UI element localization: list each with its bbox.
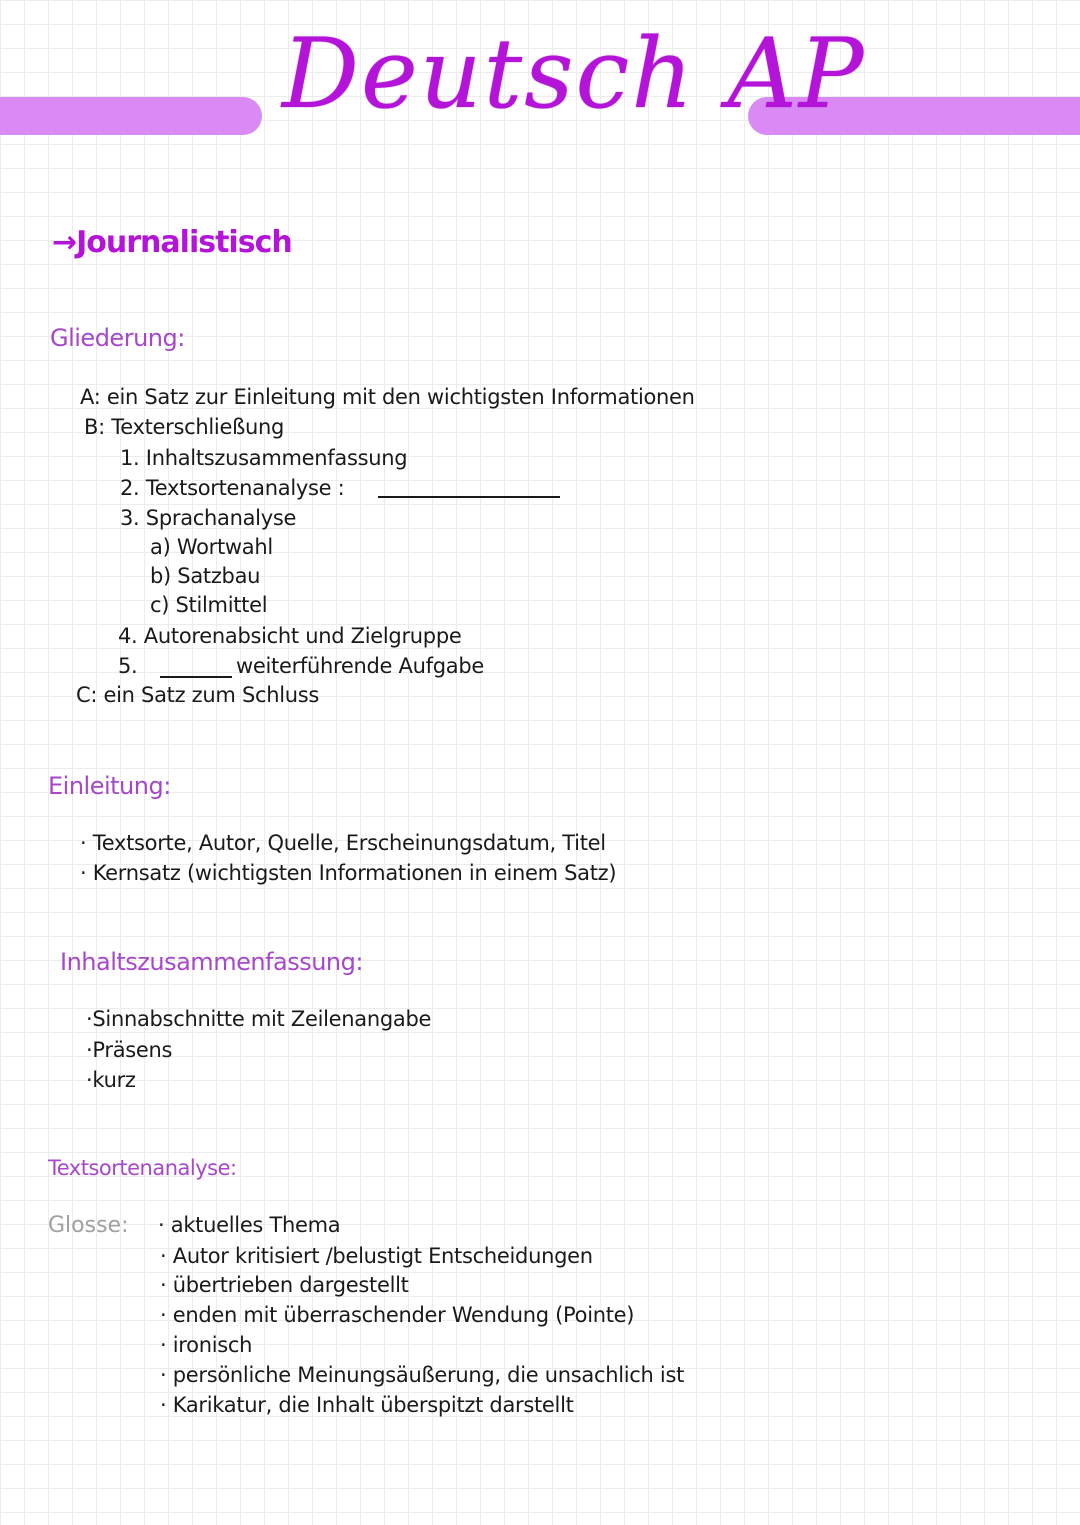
glosse-item: · enden mit überraschender Wendung (Pointe)	[160, 1303, 635, 1327]
einleitung-item: · Textsorte, Autor, Quelle, Erscheinungsdatum, Titel	[80, 831, 606, 855]
gliederung-item-b5-text: weiterführende Aufgabe	[236, 654, 484, 678]
inhalt-item: ·Sinnabschnitte mit Zeilenangabe	[86, 1007, 432, 1031]
gliederung-item-b3: 3. Sprachanalyse	[120, 506, 297, 530]
gliederung-item-b5: 5.	[118, 654, 138, 678]
blank-line-textsorten	[378, 496, 560, 498]
gliederung-item-b3b: b) Satzbau	[150, 564, 261, 588]
header-bar-left	[0, 97, 262, 135]
blank-line-b5	[160, 676, 232, 678]
gliederung-item-b2: 2. Textsortenanalyse :	[120, 476, 345, 500]
gliederung-item-b4: 4. Autorenabsicht und Zielgruppe	[118, 624, 462, 648]
inhalt-heading: Inhaltszusammenfassung:	[60, 948, 363, 976]
glosse-item: · Autor kritisiert /belustigt Entscheidungen	[160, 1244, 593, 1268]
gliederung-item-c: C: ein Satz zum Schluss	[76, 683, 320, 707]
gliederung-heading: Gliederung:	[50, 324, 185, 352]
gliederung-item-b3a: a) Wortwahl	[150, 535, 273, 559]
page-title: Deutsch AP	[282, 18, 866, 130]
einleitung-heading: Einleitung:	[48, 772, 171, 800]
einleitung-item: · Kernsatz (wichtigsten Informationen in einem Satz)	[80, 861, 617, 885]
glosse-item: · Karikatur, die Inhalt überspitzt darstellt	[160, 1393, 574, 1417]
glosse-item: · ironisch	[160, 1333, 253, 1357]
textsorten-heading: Textsortenanalyse:	[48, 1156, 237, 1180]
glosse-item: · aktuelles Thema	[158, 1213, 341, 1237]
gliederung-item-b: B: Texterschließung	[84, 415, 285, 439]
glosse-item: · persönliche Meinungsäußerung, die unsachlich ist	[160, 1363, 685, 1387]
inhalt-item: ·Präsens	[86, 1038, 173, 1062]
gliederung-item-a: A: ein Satz zur Einleitung mit den wichtigsten Informationen	[80, 385, 695, 409]
gliederung-item-b3c: c) Stilmittel	[150, 593, 268, 617]
inhalt-item: ·kurz	[86, 1068, 136, 1092]
section-heading: →Journalistisch	[52, 225, 292, 260]
glosse-label: Glosse:	[48, 1213, 129, 1238]
glosse-item: · übertrieben dargestellt	[160, 1273, 409, 1297]
gliederung-item-b1: 1. Inhaltszusammenfassung	[120, 446, 408, 470]
